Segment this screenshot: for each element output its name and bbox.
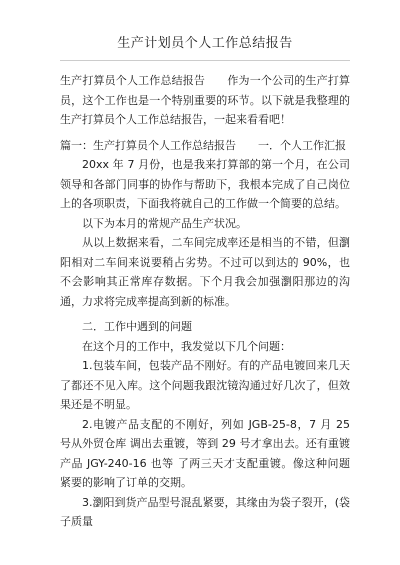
section-heading-problems: 二．工作中遇到的问题: [82, 320, 192, 333]
intro-paragraph: 生产打算员个人工作总结报告 作为一个公司的生产打算员，这个工作也是一个特别重要的环节。以下就是我整理的生产打算员个人工作总结报告，一起来看看吧！: [60, 74, 350, 126]
document-body: [60, 71, 350, 532]
paragraph-production-status: 以下为本月的常规产品生产状况。: [82, 216, 247, 230]
list-item-problem-3: 3.瀏阳到货产品型号混乱紧要，其缘由为袋子裂开，(袋子质量: [60, 495, 350, 528]
list-item-problem-1: 1.包装车间，包装产品不刚好。有的产品电镀回来几天了都还不见入库。这个问题我跟沈镜沟通过好几次了，但效果还是不明显。: [60, 359, 350, 411]
paragraph-july-summary: 20xx 年 7 月份，也是我来打算部的第一个月，在公司领导和各部门同事的协作与帮助下，我根本完成了自己岗位上的各项职责，下面我将就自己的工作做一个简要的总结。: [60, 158, 350, 210]
paragraph-data-analysis: 从以上数据来看，二车间完成率还是相当的不错，但瀏阳相对二车间来说要稍占劣势。不过可以到达的 90%，也不会影响其正常库存数据。下个月我会加强瀏阳那边的沟通，力求将完成率提高到新的标准。: [60, 236, 350, 308]
list-item-problem-2: 2.电镀产品支配的不刚好，列如 JGB-25-8，7 月 25 号从外贸仓库 调出去重镀，等到 29 号才拿出去。还有重镀产品 JGY-240-16 也等 了两三天才支配重镀。像这种问题紧要的影响了订单的交期。: [60, 417, 350, 489]
paragraph-problems-intro: 在这个月的工作中，我发觉以下几个问题：: [82, 339, 291, 353]
document-title: 生产计划员个人工作总结报告: [60, 36, 350, 61]
section-heading-part-one: 篇一：生产打算员个人工作总结报告 一．个人工作汇报: [60, 138, 346, 152]
